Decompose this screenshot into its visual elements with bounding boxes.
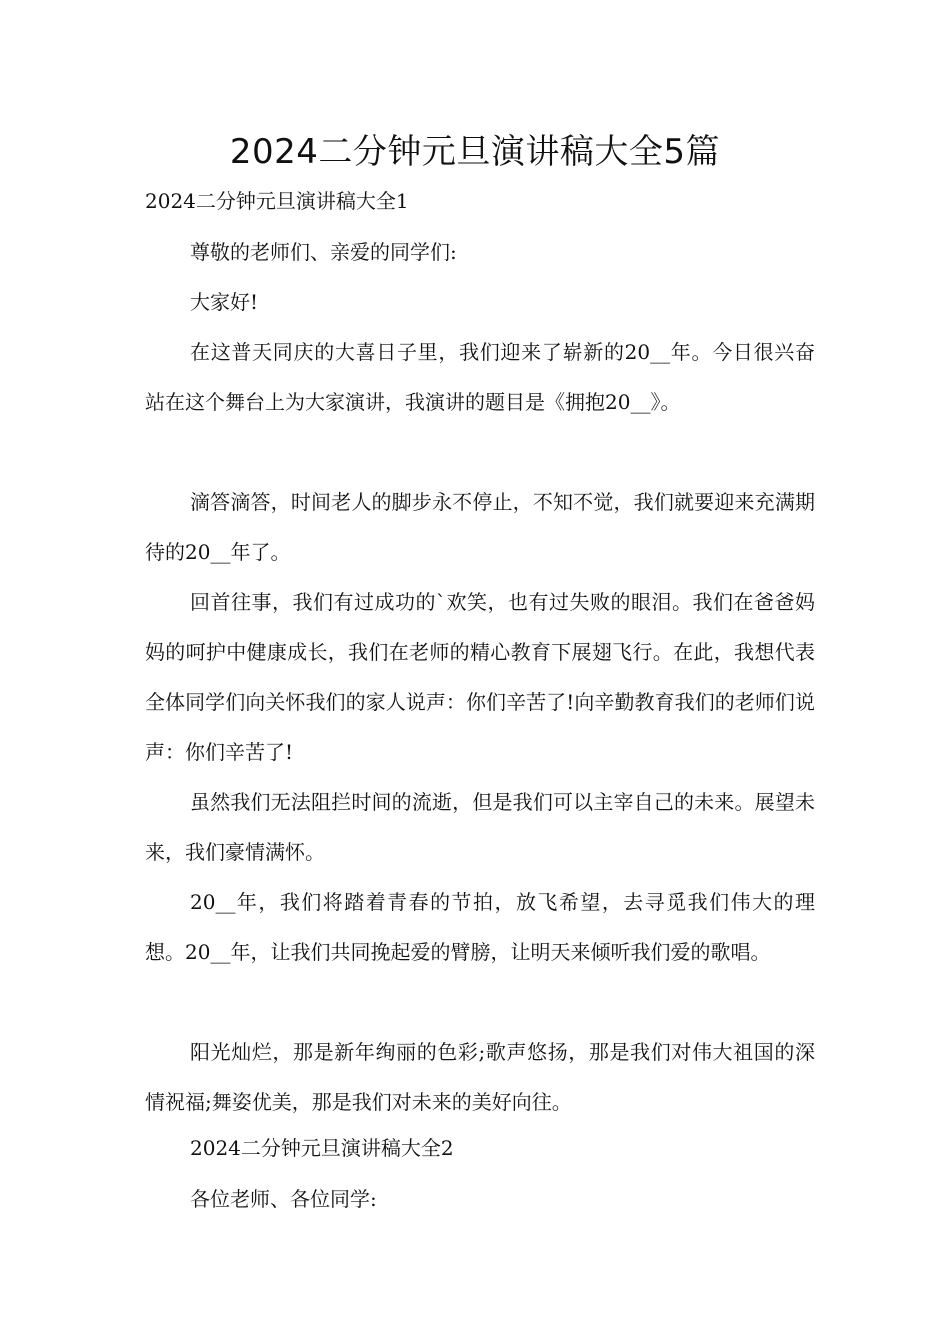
paragraph-future: 虽然我们无法阻拦时间的流逝，但是我们可以主宰自己的未来。展望未来，我们豪情满怀。 bbox=[145, 790, 815, 864]
paragraph-sunshine: 阳光灿烂，那是新年绚丽的色彩;歌声悠扬，那是我们对伟大祖国的深情祝福;舞姿优美，那是我们对未来的美好向往。 bbox=[145, 1040, 815, 1114]
paragraph-greeting: 尊敬的老师们、亲爱的同学们: bbox=[190, 240, 457, 264]
paragraph-greeting-2: 各位老师、各位同学: bbox=[190, 1187, 377, 1211]
paragraph-retrospect: 回首往事，我们有过成功的`欢笑，也有过失败的眼泪。我们在爸爸妈妈的呵护中健康成长，我们在老师的精心教育下展翅飞行。在此，我想代表全体同学们向关怀我们的家人说声：你们辛苦了!向辛勤教育我们的老师们说声：你们辛苦了! bbox=[145, 590, 815, 764]
paragraph-time: 滴答滴答，时间老人的脚步永不停止，不知不觉，我们就要迎来充满期待的20__年了。 bbox=[145, 490, 815, 564]
paragraph-intro: 在这普天同庆的大喜日子里，我们迎来了崭新的20__年。今日很兴奋站在这个舞台上为大家演讲，我演讲的题目是《拥抱20__》。 bbox=[145, 340, 815, 414]
section-heading-2: 2024二分钟元旦演讲稿大全2 bbox=[190, 1136, 454, 1160]
document-title: 2024二分钟元旦演讲稿大全5篇 bbox=[229, 132, 721, 172]
section-heading-1: 2024二分钟元旦演讲稿大全1 bbox=[145, 189, 409, 213]
paragraph-hello: 大家好! bbox=[190, 290, 259, 314]
paragraph-ideal: 20__年，我们将踏着青春的节拍，放飞希望，去寻觅我们伟大的理想。20__年，让我们共同挽起爱的臂膀，让明天来倾听我们爱的歌唱。 bbox=[145, 890, 815, 964]
